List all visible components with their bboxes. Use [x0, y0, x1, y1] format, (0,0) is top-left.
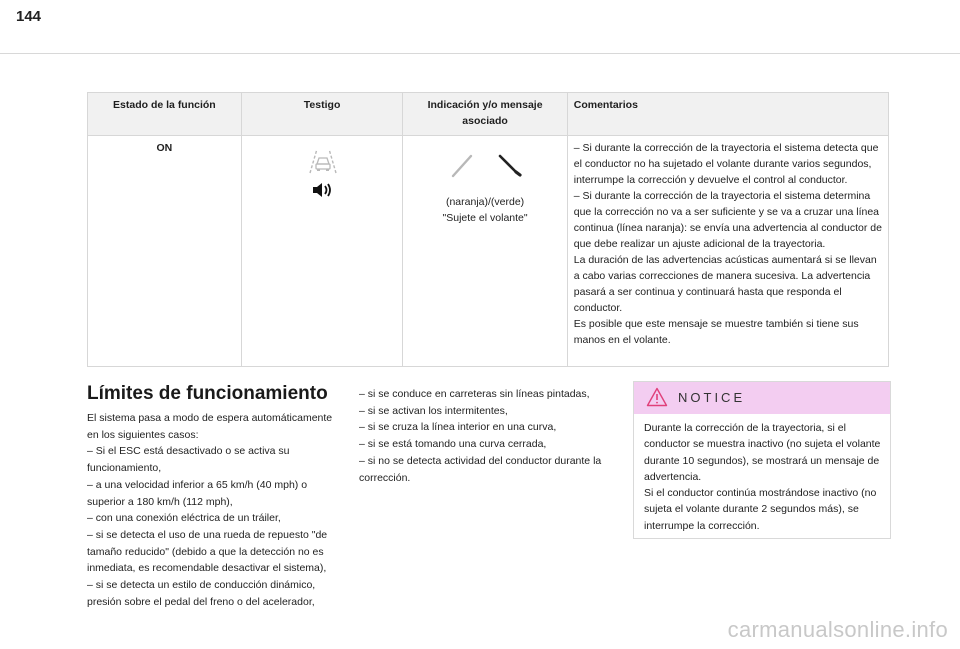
steering-stroke-green-icon [494, 150, 524, 180]
steering-stroke-orange-icon [447, 150, 477, 180]
notice-header [634, 382, 890, 414]
comments-cell [567, 136, 888, 367]
notice-title: NOTICE [678, 390, 746, 405]
warning-triangle-icon [646, 387, 668, 407]
table-row [88, 136, 889, 367]
indication-cell [403, 136, 567, 367]
notice-box [633, 381, 891, 539]
table-header-row [88, 93, 889, 136]
limits-left-text: El sistema pasa a modo de espera automáticamente en los siguientes casos: – Si el ESC está desactivado o se activa su funcionamiento, – a una velocidad inferior a 65 km/h (40 mph) o superior a 180 km/h (112 mph), – con una conexión eléctrica de un tráiler, – si se detecta el uso de una rueda de repuesto "de tamaño reducido" (debido a que la detección no es inmediata, es recomendable desactivar el sistema), – si se detecta un estilo de conducción dinámico, presión sobre el pedal del freno o del acelerador, [87, 412, 333, 608]
header-indicator: Testigo [241, 93, 403, 136]
section-title: Límites de funcionamiento [87, 383, 328, 404]
header-indication-message: Indicación y/o mensaje asociado [403, 93, 567, 136]
steering-strokes [403, 150, 566, 184]
state-value: ON [156, 142, 173, 154]
page-number: 144 [16, 8, 42, 25]
state-cell [88, 136, 242, 367]
function-status-table [87, 92, 889, 367]
notice-text: Durante la corrección de la trayectoria, si el conductor se muestra inactivo (no sujeta el volante durante 10 segundos), se mostrará un mensaje de advertencia. Si el conductor continúa mostrándose inactivo (no sujeta el volante durante 2 segundos más), se interrumpe la corrección. [644, 422, 881, 532]
indication-message: (naranja)/(verde) "Sujete el volante" [442, 196, 528, 224]
sound-signal-icon [311, 181, 335, 199]
limits-middle-text: – si se conduce en carreteras sin líneas pintadas, – si se activan los intermitentes, – si se cruza la línea interior en una curva, – si se está tomando una curva cerrada, – si no se detecta actividad del conductor durante la corrección. [359, 388, 602, 484]
indicator-cell [241, 136, 403, 367]
lane-keep-car-icon [306, 148, 340, 174]
header-comments: Comentarios [567, 93, 888, 136]
watermark: carmanualsonline.info [727, 617, 948, 642]
header-function-state: Estado de la función [88, 93, 242, 136]
header-divider [0, 53, 960, 54]
comments-text: – Si durante la corrección de la trayectoria el sistema detecta que el conductor no ha sujetado el volante durante varios segundos, interrumpe la corrección y devuelve el control al conductor. – Si durante la corrección de la trayectoria el sistema determina que la corrección no va a ser suficiente y se va a cruzar una línea continua (línea naranja): se envía una advertencia al conductor de que debe realizar un ajuste adicional de la trayectoria. La duración de las advertencias acústicas aumentará si se llevan a cabo varias correcciones de manera sucesiva. La advertencia pasará a ser continua y continuará hasta que responda el conductor. Es posible que este mensaje se muestre también si tiene sus manos en el volante. [573, 142, 882, 346]
